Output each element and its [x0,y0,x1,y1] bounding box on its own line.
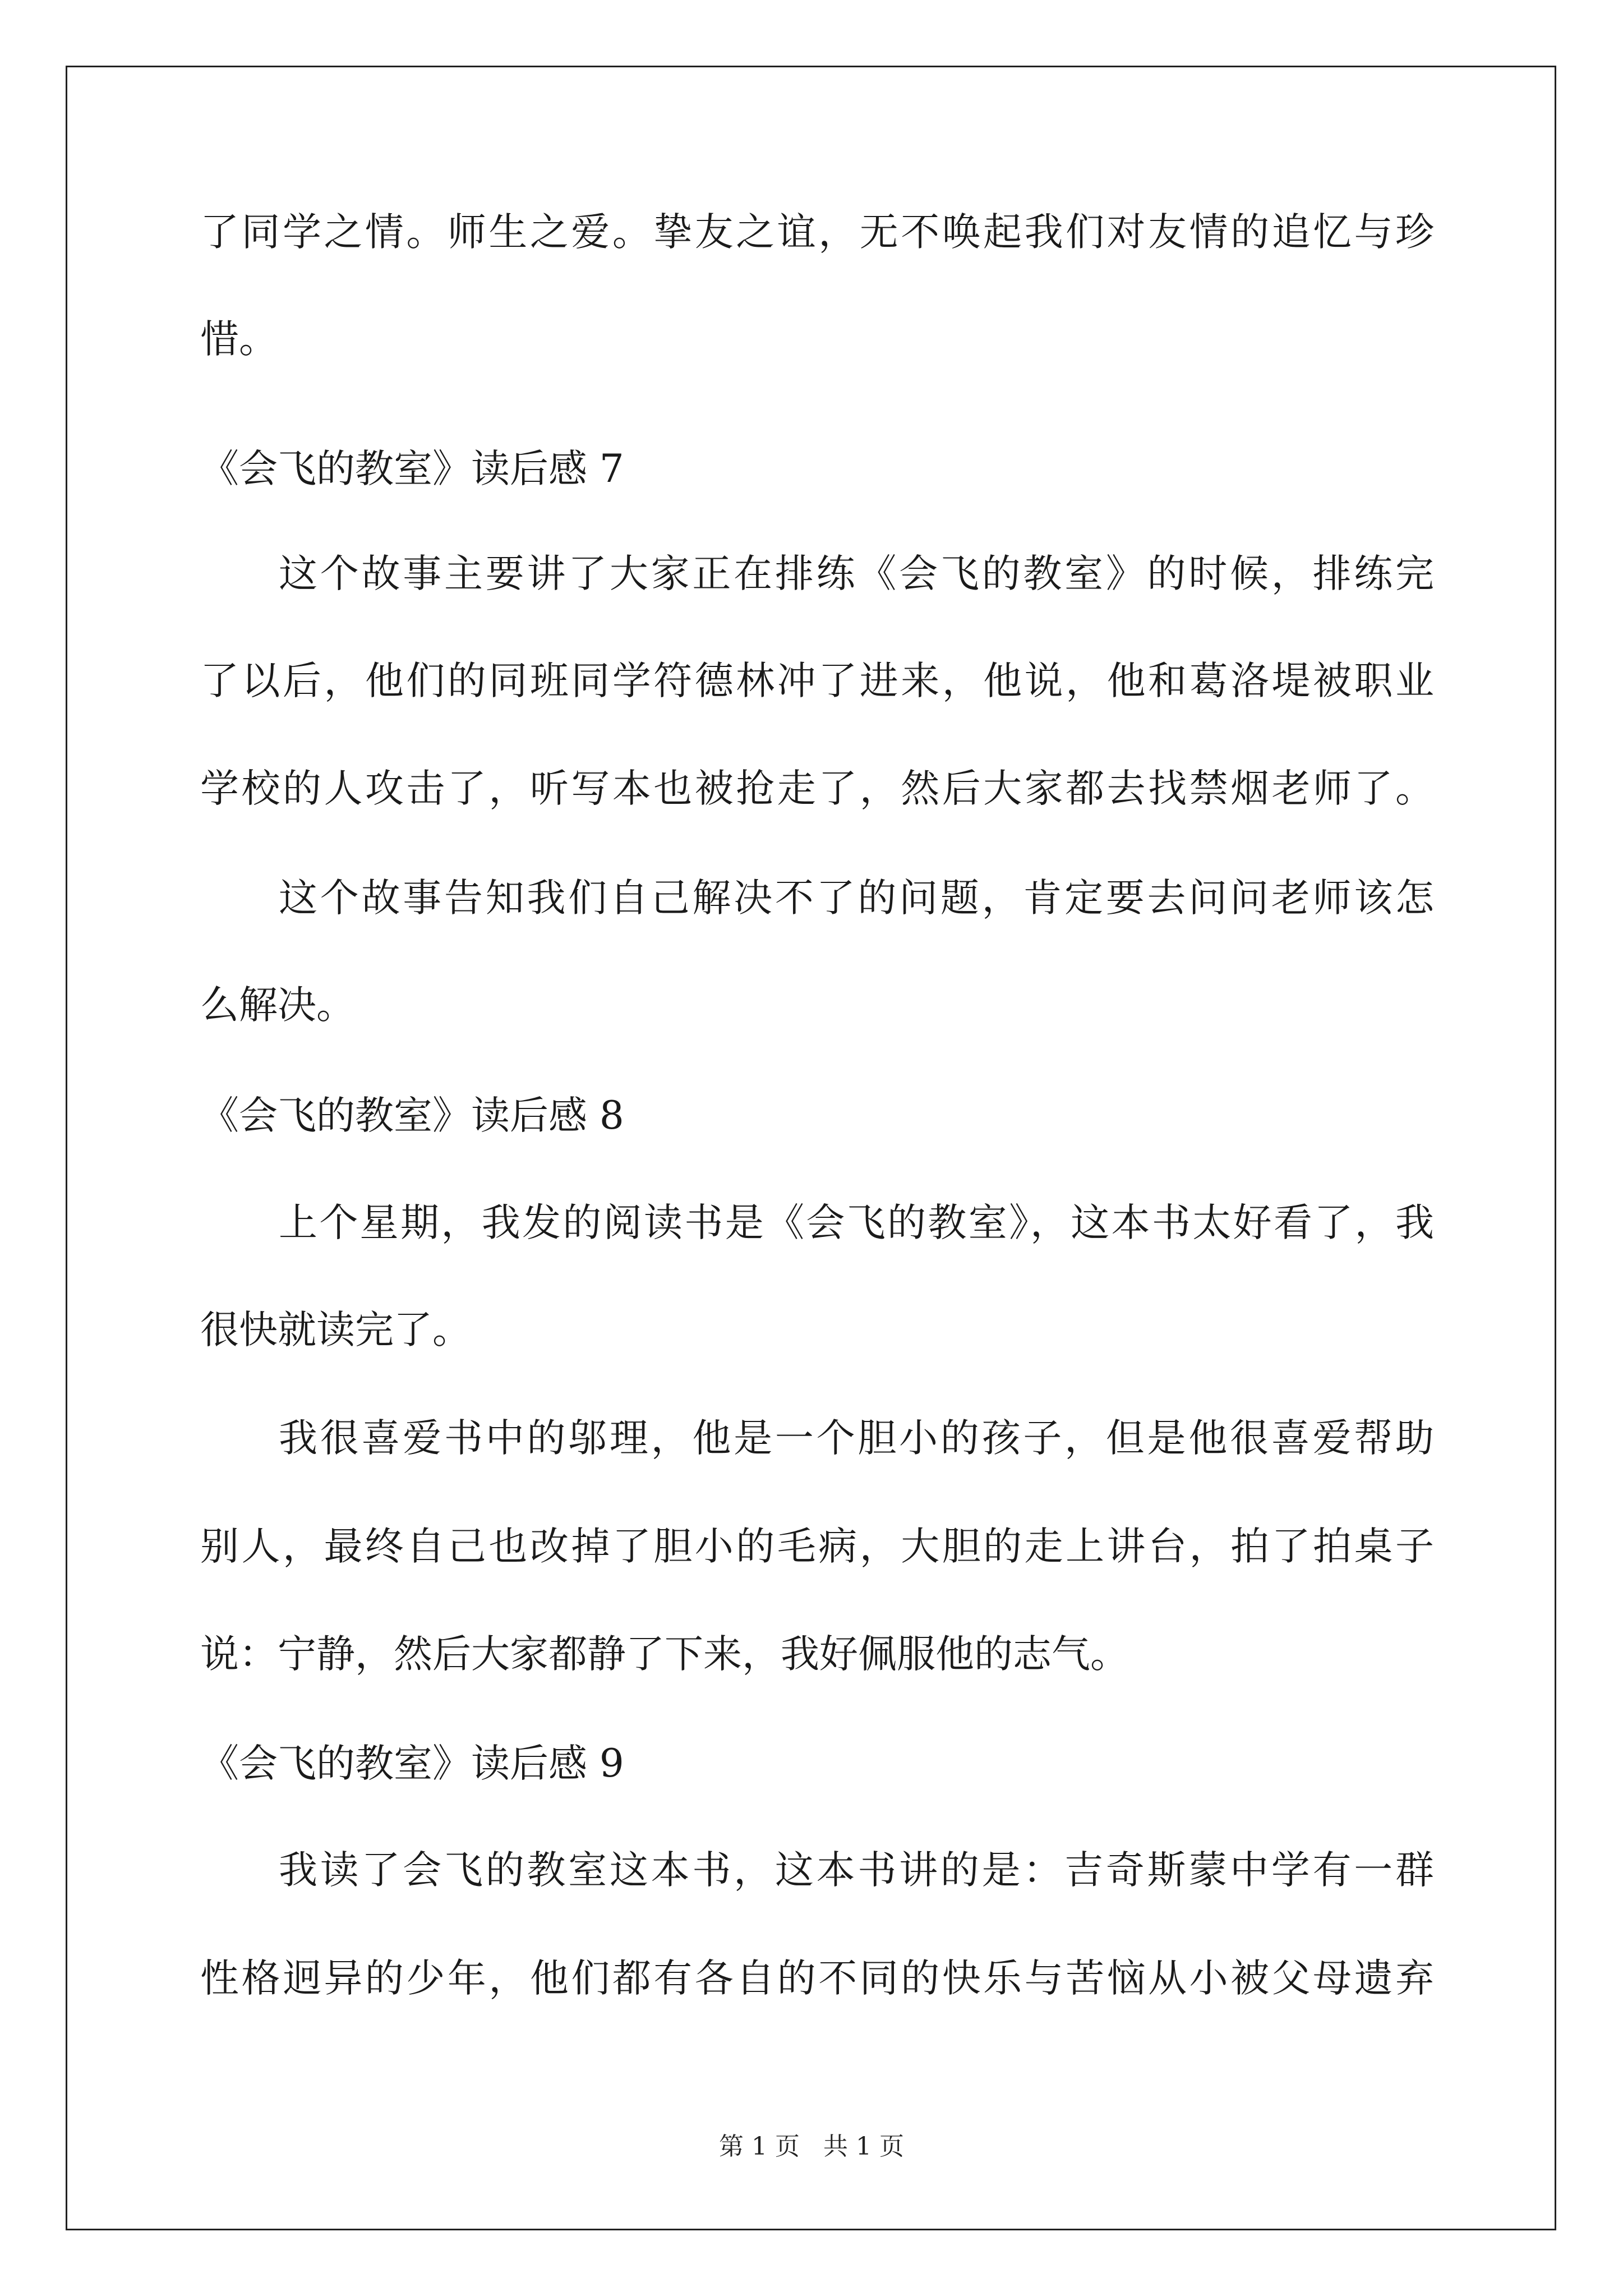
paragraph-line: 性格迥异的少年，他们都有各自的不同的快乐与苦恼从小被父母遗弃 [200,1956,1434,2001]
page-number-total: 共 1 页 [823,2132,904,2161]
paragraph-line: 学校的人攻击了，听写本也被抢走了，然后大家都去找禁烟老师了。 [200,766,1434,811]
page-border [66,66,1556,2230]
paragraph-line: 说：宁静，然后大家都静了下来，我好佩服他的志气。 [200,1632,1129,1677]
paragraph-line: 很快就读完了。 [200,1308,471,1352]
paragraph-line: 这个故事主要讲了大家正在排练《会飞的教室》的时候，排练完 [279,551,1434,596]
page-number-current: 第 1 页 [719,2132,800,2161]
paragraph-line: 我很喜爱书中的邬理，他是一个胆小的孩子，但是他很喜爱帮助 [279,1416,1434,1461]
paragraph-line: 上个星期，我发的阅读书是《会飞的教室》，这本书太好看了，我 [279,1200,1434,1245]
paragraph-line: 惜。 [200,317,278,362]
paragraph-line: 了同学之情。师生之爱。挚友之谊，无不唤起我们对友情的追忆与珍 [200,210,1434,255]
section-heading: 《会飞的教室》读后感 9 [200,1741,624,1786]
page-footer [0,2126,1623,2162]
paragraph-line: 别人，最终自己也改掉了胆小的毛病，大胆的走上讲台，拍了拍桌子 [200,1524,1434,1569]
paragraph-line: 这个故事告知我们自己解决不了的问题，肯定要去问问老师该怎 [279,876,1434,921]
section-heading: 《会飞的教室》读后感 8 [200,1093,624,1138]
section-heading: 《会飞的教室》读后感 7 [200,447,624,491]
paragraph-line: 么解决。 [200,983,355,1028]
paragraph-line: 我读了会飞的教室这本书，这本书讲的是：吉奇斯蒙中学有一群 [279,1848,1434,1893]
paragraph-line: 了以后，他们的同班同学符德林冲了进来，他说，他和葛洛堤被职业 [200,659,1434,703]
